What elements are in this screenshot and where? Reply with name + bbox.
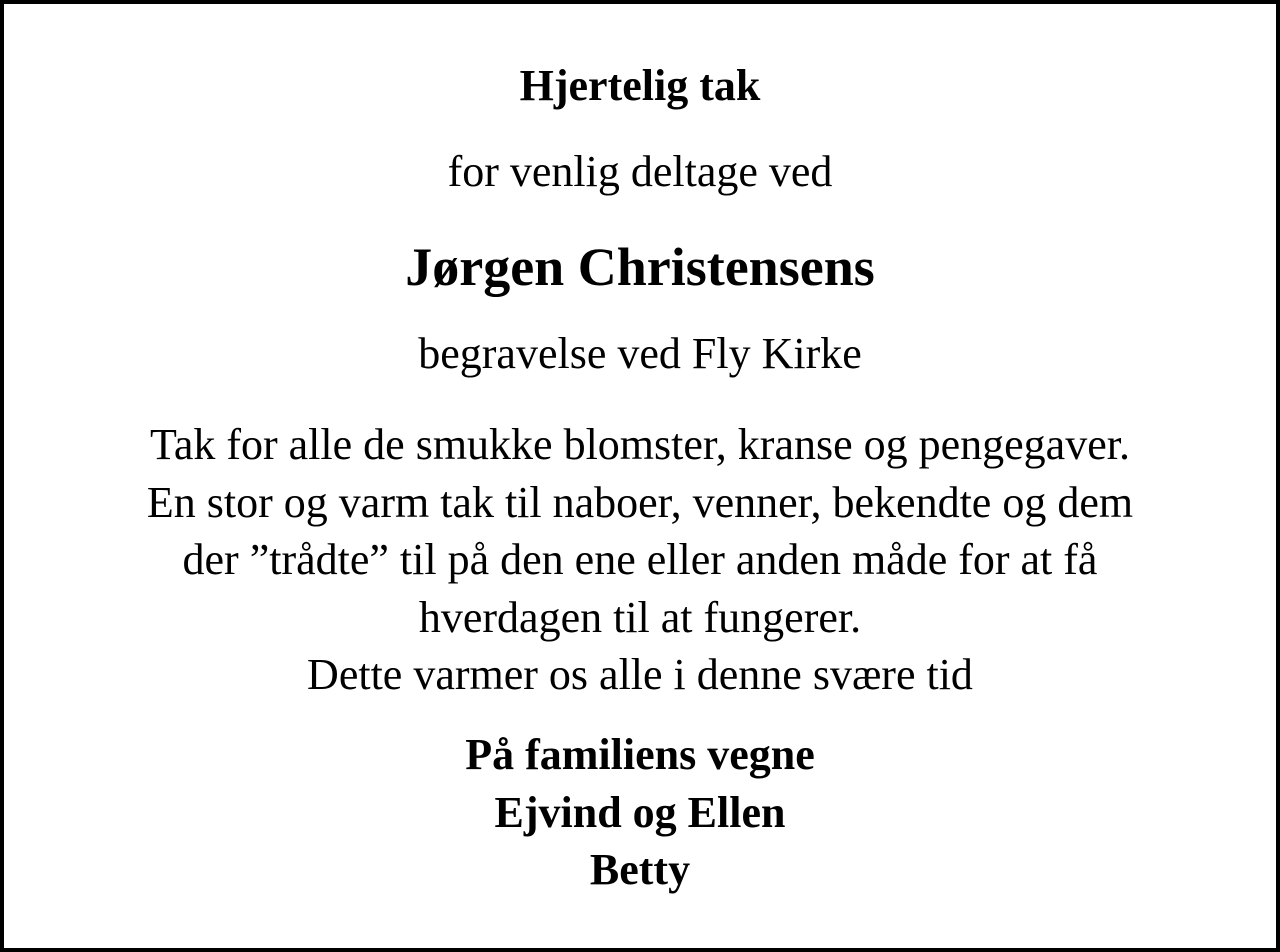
signature-line: Ejvind og Ellen xyxy=(494,787,786,837)
signature-block xyxy=(4,726,1276,899)
message-line: hverdagen til at fungerer. xyxy=(418,592,862,642)
message-line: Tak for alle de smukke blomster, kranse og pengegaver. xyxy=(150,420,1130,469)
message-line: En stor og varm tak til naboer, venner, bekendte og dem xyxy=(146,477,1134,527)
funeral-line: begravelse ved Fly Kirke xyxy=(418,329,862,378)
notice-intro: for venlig deltage ved xyxy=(447,147,833,196)
signature-line: På familiens vegne xyxy=(465,730,815,779)
signature-line: Betty xyxy=(589,845,691,894)
message-line: der ”trådte” til på den ene eller anden måde for at få xyxy=(182,535,1098,584)
notice-heading: Hjertelig tak xyxy=(519,61,761,110)
message-line: Dette varmer os alle i denne svære tid xyxy=(307,650,973,699)
deceased-name: Jørgen Christensens xyxy=(405,237,875,297)
thank-you-message xyxy=(4,416,1276,704)
